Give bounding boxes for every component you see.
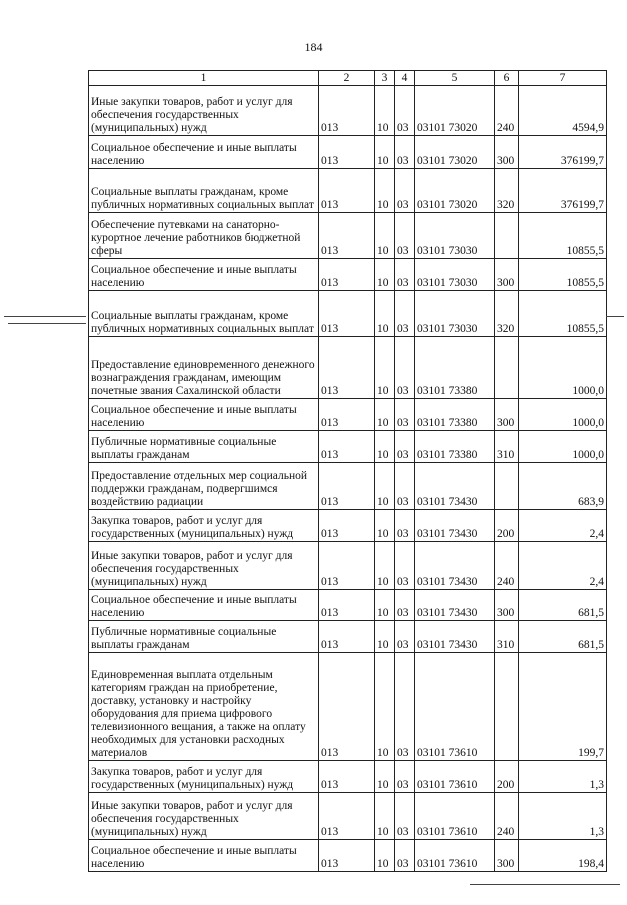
row-section: 10 bbox=[375, 510, 395, 542]
table-row bbox=[89, 259, 607, 291]
row-ministry: 013 bbox=[319, 793, 375, 840]
row-subsection: 03 bbox=[395, 510, 415, 542]
row-section: 10 bbox=[375, 653, 395, 761]
row-amount: 681,5 bbox=[519, 621, 607, 653]
row-name: Социальные выплаты гражданам, кроме публичных нормативных социальных выплат bbox=[89, 291, 319, 337]
row-ministry: 013 bbox=[319, 213, 375, 259]
row-amount: 1,3 bbox=[519, 793, 607, 840]
row-section: 10 bbox=[375, 86, 395, 136]
table-row bbox=[89, 399, 607, 431]
row-ministry: 013 bbox=[319, 542, 375, 590]
row-section: 10 bbox=[375, 291, 395, 337]
row-name: Иные закупки товаров, работ и услуг для обеспечения государственных (муниципальных) нужд bbox=[89, 542, 319, 590]
row-section: 10 bbox=[375, 793, 395, 840]
row-target: 03101 73380 bbox=[415, 337, 495, 399]
row-subsection: 03 bbox=[395, 259, 415, 291]
row-amount: 1000,0 bbox=[519, 431, 607, 463]
row-ministry: 013 bbox=[319, 431, 375, 463]
row-amount: 10855,5 bbox=[519, 291, 607, 337]
row-amount: 376199,7 bbox=[519, 169, 607, 213]
row-amount: 681,5 bbox=[519, 590, 607, 621]
row-name: Социальные выплаты гражданам, кроме публичных нормативных социальных выплат bbox=[89, 169, 319, 213]
row-subsection: 03 bbox=[395, 337, 415, 399]
row-subsection: 03 bbox=[395, 431, 415, 463]
row-type bbox=[495, 463, 519, 510]
table-row bbox=[89, 213, 607, 259]
row-subsection: 03 bbox=[395, 463, 415, 510]
row-amount: 199,7 bbox=[519, 653, 607, 761]
row-name: Закупка товаров, работ и услуг для государственных (муниципальных) нужд bbox=[89, 761, 319, 793]
row-type: 320 bbox=[495, 169, 519, 213]
row-target: 03101 73610 bbox=[415, 653, 495, 761]
table-row bbox=[89, 653, 607, 761]
row-subsection: 03 bbox=[395, 621, 415, 653]
row-amount: 198,4 bbox=[519, 840, 607, 872]
row-section: 10 bbox=[375, 463, 395, 510]
row-type: 300 bbox=[495, 399, 519, 431]
row-ministry: 013 bbox=[319, 653, 375, 761]
row-name: Иные закупки товаров, работ и услуг для обеспечения государственных (муниципальных) нужд bbox=[89, 86, 319, 136]
row-name: Социальное обеспечение и иные выплаты населению bbox=[89, 259, 319, 291]
column-header-ministry: 2 bbox=[319, 71, 375, 86]
row-ministry: 013 bbox=[319, 291, 375, 337]
row-ministry: 013 bbox=[319, 259, 375, 291]
row-subsection: 03 bbox=[395, 542, 415, 590]
row-ministry: 013 bbox=[319, 621, 375, 653]
row-ministry: 013 bbox=[319, 169, 375, 213]
row-amount: 2,4 bbox=[519, 542, 607, 590]
row-section: 10 bbox=[375, 590, 395, 621]
column-header-section: 3 bbox=[375, 71, 395, 86]
row-section: 10 bbox=[375, 213, 395, 259]
row-target: 03101 73020 bbox=[415, 136, 495, 169]
row-name: Закупка товаров, работ и услуг для государственных (муниципальных) нужд bbox=[89, 510, 319, 542]
column-header-amount: 7 bbox=[519, 71, 607, 86]
row-target: 03101 73610 bbox=[415, 793, 495, 840]
row-target: 03101 73020 bbox=[415, 169, 495, 213]
row-target: 03101 73430 bbox=[415, 621, 495, 653]
row-target: 03101 73610 bbox=[415, 840, 495, 872]
header-row bbox=[89, 71, 607, 86]
table-row bbox=[89, 136, 607, 169]
row-target: 03101 73380 bbox=[415, 399, 495, 431]
row-amount: 10855,5 bbox=[519, 213, 607, 259]
row-subsection: 03 bbox=[395, 653, 415, 761]
row-section: 10 bbox=[375, 259, 395, 291]
row-type: 200 bbox=[495, 761, 519, 793]
row-amount: 2,4 bbox=[519, 510, 607, 542]
table-row bbox=[89, 793, 607, 840]
scan-line bbox=[8, 323, 86, 324]
table-row bbox=[89, 86, 607, 136]
row-type: 300 bbox=[495, 136, 519, 169]
row-ministry: 013 bbox=[319, 840, 375, 872]
row-name: Предоставление отдельных мер социальной поддержки гражданам, подвергшимся воздействию радиации bbox=[89, 463, 319, 510]
row-subsection: 03 bbox=[395, 793, 415, 840]
row-ministry: 013 bbox=[319, 337, 375, 399]
page-number: 184 bbox=[304, 40, 323, 54]
table-row bbox=[89, 542, 607, 590]
row-type bbox=[495, 337, 519, 399]
column-header-type: 6 bbox=[495, 71, 519, 86]
row-name: Иные закупки товаров, работ и услуг для обеспечения государственных (муниципальных) нужд bbox=[89, 793, 319, 840]
row-name: Предоставление единовременного денежного вознаграждения гражданам, имеющим почетные звания Сахалинской области bbox=[89, 337, 319, 399]
table-row bbox=[89, 291, 607, 337]
table-row bbox=[89, 169, 607, 213]
column-header-name: 1 bbox=[89, 71, 319, 86]
row-target: 03101 73430 bbox=[415, 463, 495, 510]
budget-table bbox=[88, 70, 607, 872]
row-amount: 376199,7 bbox=[519, 136, 607, 169]
column-header-target: 5 bbox=[415, 71, 495, 86]
row-target: 03101 73430 bbox=[415, 510, 495, 542]
row-section: 10 bbox=[375, 337, 395, 399]
table-row bbox=[89, 590, 607, 621]
row-subsection: 03 bbox=[395, 590, 415, 621]
row-target: 03101 73030 bbox=[415, 291, 495, 337]
scan-line bbox=[470, 884, 620, 885]
scan-line bbox=[4, 316, 86, 317]
table-row bbox=[89, 621, 607, 653]
row-section: 10 bbox=[375, 169, 395, 213]
row-name: Обеспечение путевками на санаторно-курортное лечение работников бюджетной сферы bbox=[89, 213, 319, 259]
row-ministry: 013 bbox=[319, 463, 375, 510]
row-section: 10 bbox=[375, 399, 395, 431]
row-ministry: 013 bbox=[319, 136, 375, 169]
row-section: 10 bbox=[375, 431, 395, 463]
row-type: 200 bbox=[495, 510, 519, 542]
row-section: 10 bbox=[375, 542, 395, 590]
row-subsection: 03 bbox=[395, 399, 415, 431]
row-type: 300 bbox=[495, 590, 519, 621]
row-target: 03101 73430 bbox=[415, 542, 495, 590]
row-section: 10 bbox=[375, 136, 395, 169]
row-amount: 10855,5 bbox=[519, 259, 607, 291]
row-name: Единовременная выплата отдельным категориям граждан на приобретение, доставку, установку и настройку оборудования для приема цифрового телевизионного вещания, а также на оплату необходимых для установки расходных материалов bbox=[89, 653, 319, 761]
row-amount: 1000,0 bbox=[519, 399, 607, 431]
row-target: 03101 73430 bbox=[415, 590, 495, 621]
row-section: 10 bbox=[375, 761, 395, 793]
row-ministry: 013 bbox=[319, 86, 375, 136]
scan-line bbox=[606, 316, 624, 317]
row-type: 310 bbox=[495, 621, 519, 653]
row-subsection: 03 bbox=[395, 169, 415, 213]
row-target: 03101 73020 bbox=[415, 86, 495, 136]
row-name: Публичные нормативные социальные выплаты гражданам bbox=[89, 621, 319, 653]
row-type: 240 bbox=[495, 86, 519, 136]
row-name: Социальное обеспечение и иные выплаты населению bbox=[89, 590, 319, 621]
row-subsection: 03 bbox=[395, 86, 415, 136]
row-type bbox=[495, 213, 519, 259]
row-type: 300 bbox=[495, 259, 519, 291]
row-amount: 4594,9 bbox=[519, 86, 607, 136]
row-ministry: 013 bbox=[319, 510, 375, 542]
column-header-subsection: 4 bbox=[395, 71, 415, 86]
row-ministry: 013 bbox=[319, 761, 375, 793]
row-subsection: 03 bbox=[395, 291, 415, 337]
row-name: Социальное обеспечение и иные выплаты населению bbox=[89, 840, 319, 872]
row-type: 320 bbox=[495, 291, 519, 337]
row-ministry: 013 bbox=[319, 399, 375, 431]
row-type bbox=[495, 653, 519, 761]
row-subsection: 03 bbox=[395, 840, 415, 872]
row-section: 10 bbox=[375, 621, 395, 653]
row-ministry: 013 bbox=[319, 590, 375, 621]
row-subsection: 03 bbox=[395, 213, 415, 259]
row-target: 03101 73380 bbox=[415, 431, 495, 463]
table-row bbox=[89, 337, 607, 399]
table-row bbox=[89, 840, 607, 872]
row-target: 03101 73610 bbox=[415, 761, 495, 793]
row-name: Социальное обеспечение и иные выплаты населению bbox=[89, 136, 319, 169]
row-type: 300 bbox=[495, 840, 519, 872]
table-row bbox=[89, 463, 607, 510]
row-name: Публичные нормативные социальные выплаты гражданам bbox=[89, 431, 319, 463]
row-amount: 1,3 bbox=[519, 761, 607, 793]
row-subsection: 03 bbox=[395, 761, 415, 793]
row-target: 03101 73030 bbox=[415, 213, 495, 259]
row-amount: 683,9 bbox=[519, 463, 607, 510]
table-row bbox=[89, 761, 607, 793]
row-subsection: 03 bbox=[395, 136, 415, 169]
table-row bbox=[89, 431, 607, 463]
table-row bbox=[89, 510, 607, 542]
row-name: Социальное обеспечение и иные выплаты населению bbox=[89, 399, 319, 431]
row-amount: 1000,0 bbox=[519, 337, 607, 399]
row-target: 03101 73030 bbox=[415, 259, 495, 291]
row-type: 240 bbox=[495, 793, 519, 840]
row-type: 310 bbox=[495, 431, 519, 463]
row-type: 240 bbox=[495, 542, 519, 590]
row-section: 10 bbox=[375, 840, 395, 872]
